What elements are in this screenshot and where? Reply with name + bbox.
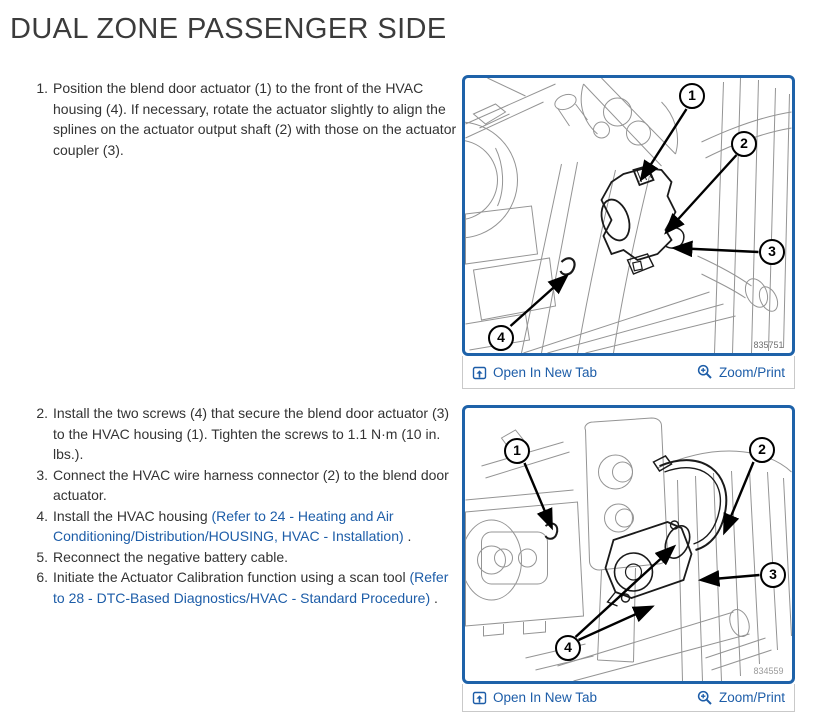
callout-3: 3 <box>759 239 785 265</box>
step-text-segment: Position the blend door actuator (1) to the front of the HVAC housing (4). If necessary, rotate the actuator slightly to align the splines on the actuator output shaft (2) with those on the actuator coupler (3). <box>53 80 457 158</box>
figure1-toolbar <box>462 356 795 389</box>
step-item-1 <box>30 78 458 160</box>
step-text <box>53 465 458 506</box>
figure-blend-door-actuator-install <box>462 75 795 389</box>
figure2-number: 834559 <box>753 666 784 676</box>
step-text <box>53 403 458 465</box>
callout-4: 4 <box>555 635 581 661</box>
step-text-segment: . <box>430 589 438 606</box>
step-text-segment: Reconnect the negative battery cable. <box>53 548 289 565</box>
callout-1: 1 <box>504 438 530 464</box>
step-number: 6. <box>36 569 48 585</box>
figure2-toolbar <box>462 684 795 712</box>
procedure-steps-group-1 <box>30 78 458 160</box>
step-text <box>53 547 458 568</box>
step-item-4 <box>30 506 458 547</box>
figure1-number: 835751 <box>753 340 784 350</box>
refer-link-housing-installation[interactable]: (Refer to 24 - Heating and Air Conditioning/Distribution/HOUSING, HVAC - Installation) <box>53 507 404 544</box>
refer-link-standard-procedure[interactable]: (Refer to 28 - DTC-Based Diagnostics/HVAC - Standard Procedure) <box>53 569 449 606</box>
step-text-segment: Connect the HVAC wire harness connector (2) to the blend door actuator. <box>53 466 449 503</box>
open-in-new-tab-link[interactable] <box>472 365 597 380</box>
step-item-3 <box>30 465 458 506</box>
zoom-print-label: Zoom/Print <box>718 364 785 380</box>
zoom-print-label: Zoom/Print <box>718 690 785 705</box>
procedure-steps-group-2 <box>30 403 458 608</box>
step-number: 3. <box>36 466 48 483</box>
callout-1: 1 <box>679 83 705 109</box>
open-in-new-tab-icon <box>472 690 487 705</box>
step-item-2 <box>30 403 458 465</box>
step-text-segment: Initiate the Actuator Calibration function using a scan tool <box>53 569 410 585</box>
zoom-icon <box>697 364 713 380</box>
figure1-image[interactable] <box>462 75 795 356</box>
callout-2: 2 <box>749 437 775 463</box>
step-text-segment: Install the HVAC housing <box>53 507 212 524</box>
step-item-6 <box>30 567 458 608</box>
open-in-new-tab-icon <box>472 365 487 380</box>
step-text <box>53 78 458 160</box>
step-text-segment: Install the two screws (4) that secure the blend door actuator (3) to the HVAC housing (1). Tighten the screws to 1.1 N·m (10 in. lbs.). <box>53 405 450 462</box>
step-number: 4. <box>36 507 48 524</box>
step-number: 2. <box>36 405 48 421</box>
callout-4: 4 <box>488 325 514 351</box>
step-number: 5. <box>36 548 48 565</box>
zoom-print-link[interactable] <box>697 690 785 706</box>
step-text <box>53 567 458 608</box>
callout-2: 2 <box>731 131 757 157</box>
step-text-segment: . <box>403 528 412 544</box>
zoom-icon <box>697 690 713 706</box>
zoom-print-link[interactable] <box>697 364 785 380</box>
figure-blend-door-actuator-secured <box>462 405 795 712</box>
callout-3: 3 <box>760 562 786 588</box>
step-item-5 <box>30 547 458 568</box>
figure1-diagram <box>465 78 792 353</box>
open-in-new-tab-label: Open In New Tab <box>493 364 598 380</box>
step-number: 1. <box>36 80 48 96</box>
step-text <box>53 506 458 547</box>
open-in-new-tab-link[interactable] <box>472 690 597 705</box>
open-in-new-tab-label: Open In New Tab <box>493 690 598 705</box>
page-title: DUAL ZONE PASSENGER SIDE <box>10 13 447 45</box>
figure2-image[interactable] <box>462 405 795 684</box>
